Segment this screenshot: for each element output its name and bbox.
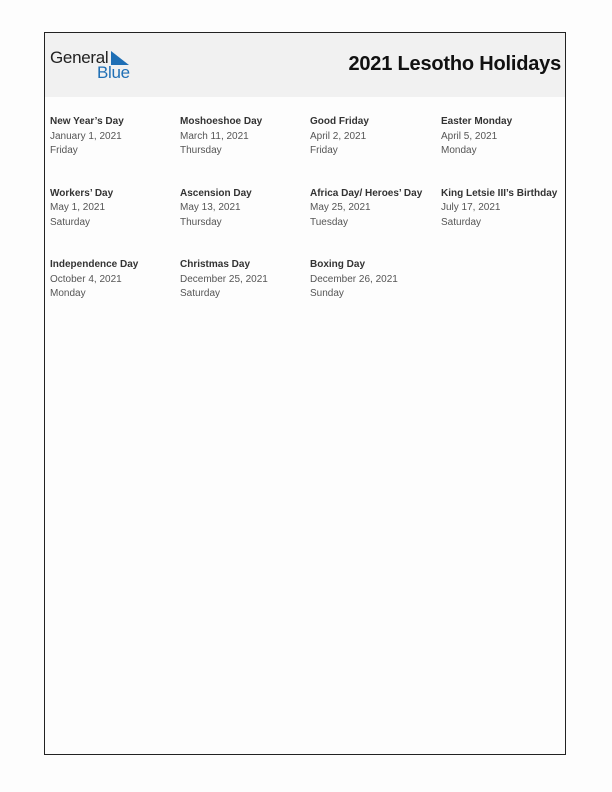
holiday-date: December 25, 2021 <box>180 273 268 285</box>
holiday-weekday: Saturday <box>180 288 221 299</box>
holiday-name: King Letsie III’s Birthday <box>441 187 558 199</box>
holiday-item <box>441 187 565 259</box>
holiday-grid <box>50 115 565 330</box>
holiday-date: April 5, 2021 <box>441 130 498 142</box>
holiday-date: October 4, 2021 <box>50 273 122 285</box>
holiday-weekday: Sunday <box>310 288 344 299</box>
holiday-weekday: Thursday <box>180 216 222 228</box>
holiday-name: Workers’ Day <box>50 187 114 199</box>
holiday-name: Easter Monday <box>441 116 513 127</box>
logo-general-text: General <box>50 48 109 67</box>
holiday-date: May 1, 2021 <box>50 202 106 213</box>
holiday-date: July 17, 2021 <box>441 202 501 213</box>
holiday-date: May 13, 2021 <box>180 202 241 213</box>
holiday-weekday: Saturday <box>50 216 91 228</box>
holiday-name: Africa Day/ Heroes’ Day <box>310 187 423 199</box>
holiday-name: Good Friday <box>310 116 369 127</box>
holiday-item <box>441 115 565 187</box>
holiday-name: Christmas Day <box>180 259 251 270</box>
holiday-name: Boxing Day <box>310 259 366 270</box>
header <box>45 33 565 97</box>
holiday-name: Ascension Day <box>180 187 252 199</box>
holiday-name: Moshoeshoe Day <box>180 116 263 127</box>
holiday-weekday: Monday <box>441 145 477 156</box>
holiday-item <box>50 187 180 259</box>
holiday-weekday: Friday <box>310 145 338 156</box>
holiday-date: March 11, 2021 <box>180 130 249 142</box>
holiday-weekday: Monday <box>50 288 86 299</box>
holiday-date: December 26, 2021 <box>310 273 398 285</box>
holiday-item <box>50 258 180 330</box>
holiday-weekday: Thursday <box>180 145 222 156</box>
holiday-item <box>310 115 441 187</box>
holiday-date: January 1, 2021 <box>50 130 122 142</box>
holiday-item <box>180 187 310 259</box>
logo-blue-text: Blue <box>97 63 130 82</box>
page-frame <box>44 32 566 755</box>
holiday-item <box>180 258 310 330</box>
holiday-name: Independence Day <box>50 259 139 270</box>
holiday-item <box>310 187 441 259</box>
holiday-weekday: Saturday <box>441 216 482 228</box>
holiday-item <box>50 115 180 187</box>
holiday-name: New Year’s Day <box>50 116 124 127</box>
holiday-date: May 25, 2021 <box>310 202 371 213</box>
logo <box>50 48 140 82</box>
page-title: 2021 Lesotho Holidays <box>348 53 561 75</box>
holiday-weekday: Tuesday <box>310 216 348 228</box>
holiday-date: April 2, 2021 <box>310 130 367 142</box>
holiday-item <box>310 258 441 330</box>
holiday-item <box>180 115 310 187</box>
holiday-weekday: Friday <box>50 145 78 156</box>
